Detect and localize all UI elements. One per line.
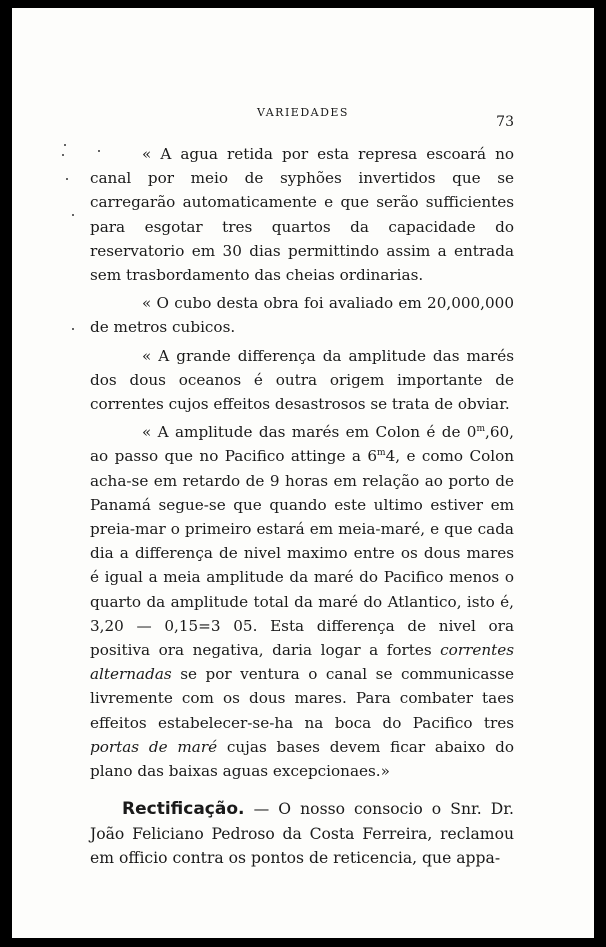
paragraph-represa: « A agua retida por esta represa escoará no canal por meio de syphões invertidos que se carregarão automaticamente e que serão sufficientes para esgotar tres quartos da capacidade do reservatorio em 30 dias permittindo assim a entrada sem trasbordamento das cheias ordinarias. xyxy=(90,145,514,285)
book-page xyxy=(12,8,594,938)
italic-correntes-alternadas: correntes alternadas xyxy=(90,641,514,684)
print-speck xyxy=(98,150,100,152)
print-speck xyxy=(66,178,68,180)
section-heading-rectificacao: Rectificação. xyxy=(122,799,245,820)
body-text xyxy=(90,142,514,875)
page-number: 73 xyxy=(496,114,514,130)
italic-portas-de-mare: portas de maré xyxy=(90,737,218,756)
paragraph-mares: « A grande differença da amplitude das marés dos dous oceanos é outra origem importante de correntes cujos effeitos desastrosos se trata de obviar. xyxy=(90,346,514,414)
paragraph-amplitude: « A amplitude das marés em Colon é de 0$^m$,60, ao passo que no Pacifico attinge a 6$^m$4, e como Colon acha-se em retardo de 9 horas em relação ao porto de Panamá segue-se que quando este ultimo estiver em preia-mar o primeiro estará em meia-maré, e que cada dia a differença de nivel maximo entre os dous mares é igual a meia amplitude da maré do Pacifico menos o quarto da amplitude total da maré do Atlantico, isto é, 3,20 — 0,15=3 05. Esta differença de nivel ora positiva ora negativa, daria logar a fortes correntes alternadas se por ventura o canal se communicasse livremente com os dous mares. Para combater taes effeitos estabelecer-se-ha na boca do Pacifico tres portas de maré cujas bases devem ficar abaixo do plano das baixas aguas excepcionaes.» xyxy=(90,423,514,781)
paragraph-rectificacao: Rectificação. — O nosso consocio o Snr. Dr. João Feliciano Pedroso da Costa Ferreira, reclamou em officio contra os pontos de reticencia, que appa- xyxy=(90,799,514,868)
running-head: VARIEDADES xyxy=(257,106,349,119)
paragraph-cubo: « O cubo desta obra foi avaliado em 20,000,000 de metros cubicos. xyxy=(90,294,514,337)
print-speck xyxy=(72,328,74,330)
print-speck xyxy=(62,154,64,156)
print-speck xyxy=(72,214,74,216)
print-speck xyxy=(64,144,66,146)
